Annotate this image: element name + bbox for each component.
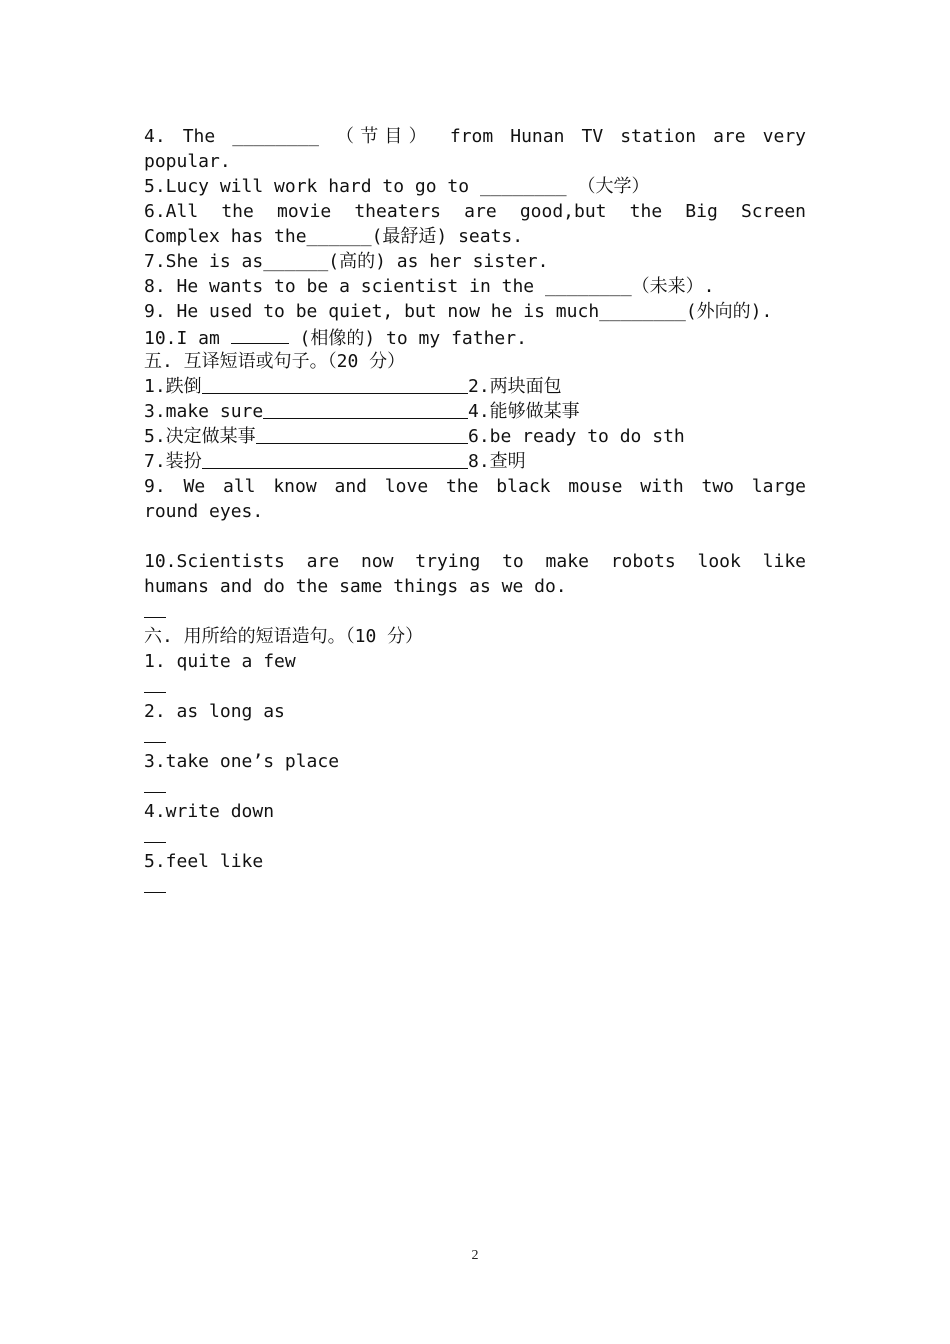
question-5: 5.Lucy will work hard to go to ________ （大学） — [144, 176, 650, 197]
page-number: 2 — [471, 1248, 479, 1263]
translation-item-2: 2.两块面包 — [468, 376, 562, 397]
answer-line[interactable] — [144, 599, 166, 618]
translation-row — [144, 449, 806, 474]
question-10-prefix: 10.I am — [144, 328, 231, 349]
question-6-line-1: 6.All the movie theaters are good,but the Big Screen — [144, 201, 806, 222]
sentence-item-2: 2. as long as — [144, 701, 285, 722]
translation-item-8: 8.查明 — [468, 451, 526, 472]
answer-line[interactable] — [202, 374, 468, 394]
sentence-item-1: 1. quite a few — [144, 651, 296, 672]
translation-item-9-line-1: 9. We all know and love the black mouse with two large — [144, 476, 806, 497]
answer-space[interactable] — [144, 524, 806, 549]
question-10 — [144, 324, 806, 349]
answer-line[interactable] — [256, 424, 468, 444]
translation-row — [144, 374, 806, 399]
question-7: 7.She is as______(高的) as her sister. — [144, 251, 549, 272]
translation-item-6: 6.be ready to do sth — [468, 426, 685, 447]
translation-item-4: 4.能够做某事 — [468, 401, 580, 422]
sentence-item-5: 5.feel like — [144, 851, 264, 872]
translation-item-1: 1.跌倒 — [144, 376, 202, 397]
translation-item-10-line-2: humans and do the same things as we do. — [144, 576, 567, 597]
sentence-item-3: 3.take one’s place — [144, 751, 340, 772]
question-10-suffix: (相像的) to my father. — [288, 328, 527, 349]
answer-line[interactable] — [202, 449, 468, 469]
answer-blank[interactable] — [231, 324, 289, 344]
worksheet-content — [144, 124, 806, 899]
answer-line[interactable] — [144, 824, 166, 843]
translation-row — [144, 424, 806, 449]
answer-line[interactable] — [144, 724, 166, 743]
question-8: 8. He wants to be a scientist in the ________（未来）. — [144, 276, 715, 297]
section-5-heading: 五. 互译短语或句子。（20 分） — [144, 351, 406, 372]
question-6-line-2: Complex has the______(最舒适) seats. — [144, 226, 524, 247]
answer-line[interactable] — [144, 674, 166, 693]
question-9: 9. He used to be quiet, but now he is much________(外向的). — [144, 301, 773, 322]
translation-item-9-line-2: round eyes. — [144, 501, 264, 522]
translation-item-5: 5.决定做某事 — [144, 426, 256, 447]
question-4-line-2: popular. — [144, 151, 231, 172]
translation-row — [144, 399, 806, 424]
answer-line[interactable] — [263, 399, 468, 419]
sentence-item-4: 4.write down — [144, 801, 275, 822]
translation-item-7: 7.装扮 — [144, 451, 202, 472]
answer-line[interactable] — [144, 774, 166, 793]
question-4-line-1: 4. The ________ （节目） from Hunan TV station are very — [144, 126, 806, 147]
translation-item-3: 3.make sure — [144, 401, 264, 422]
answer-line[interactable] — [144, 874, 166, 893]
translation-item-10-line-1: 10.Scientists are now trying to make robots look like — [144, 551, 806, 572]
section-6-heading: 六. 用所给的短语造句。（10 分） — [144, 626, 424, 647]
